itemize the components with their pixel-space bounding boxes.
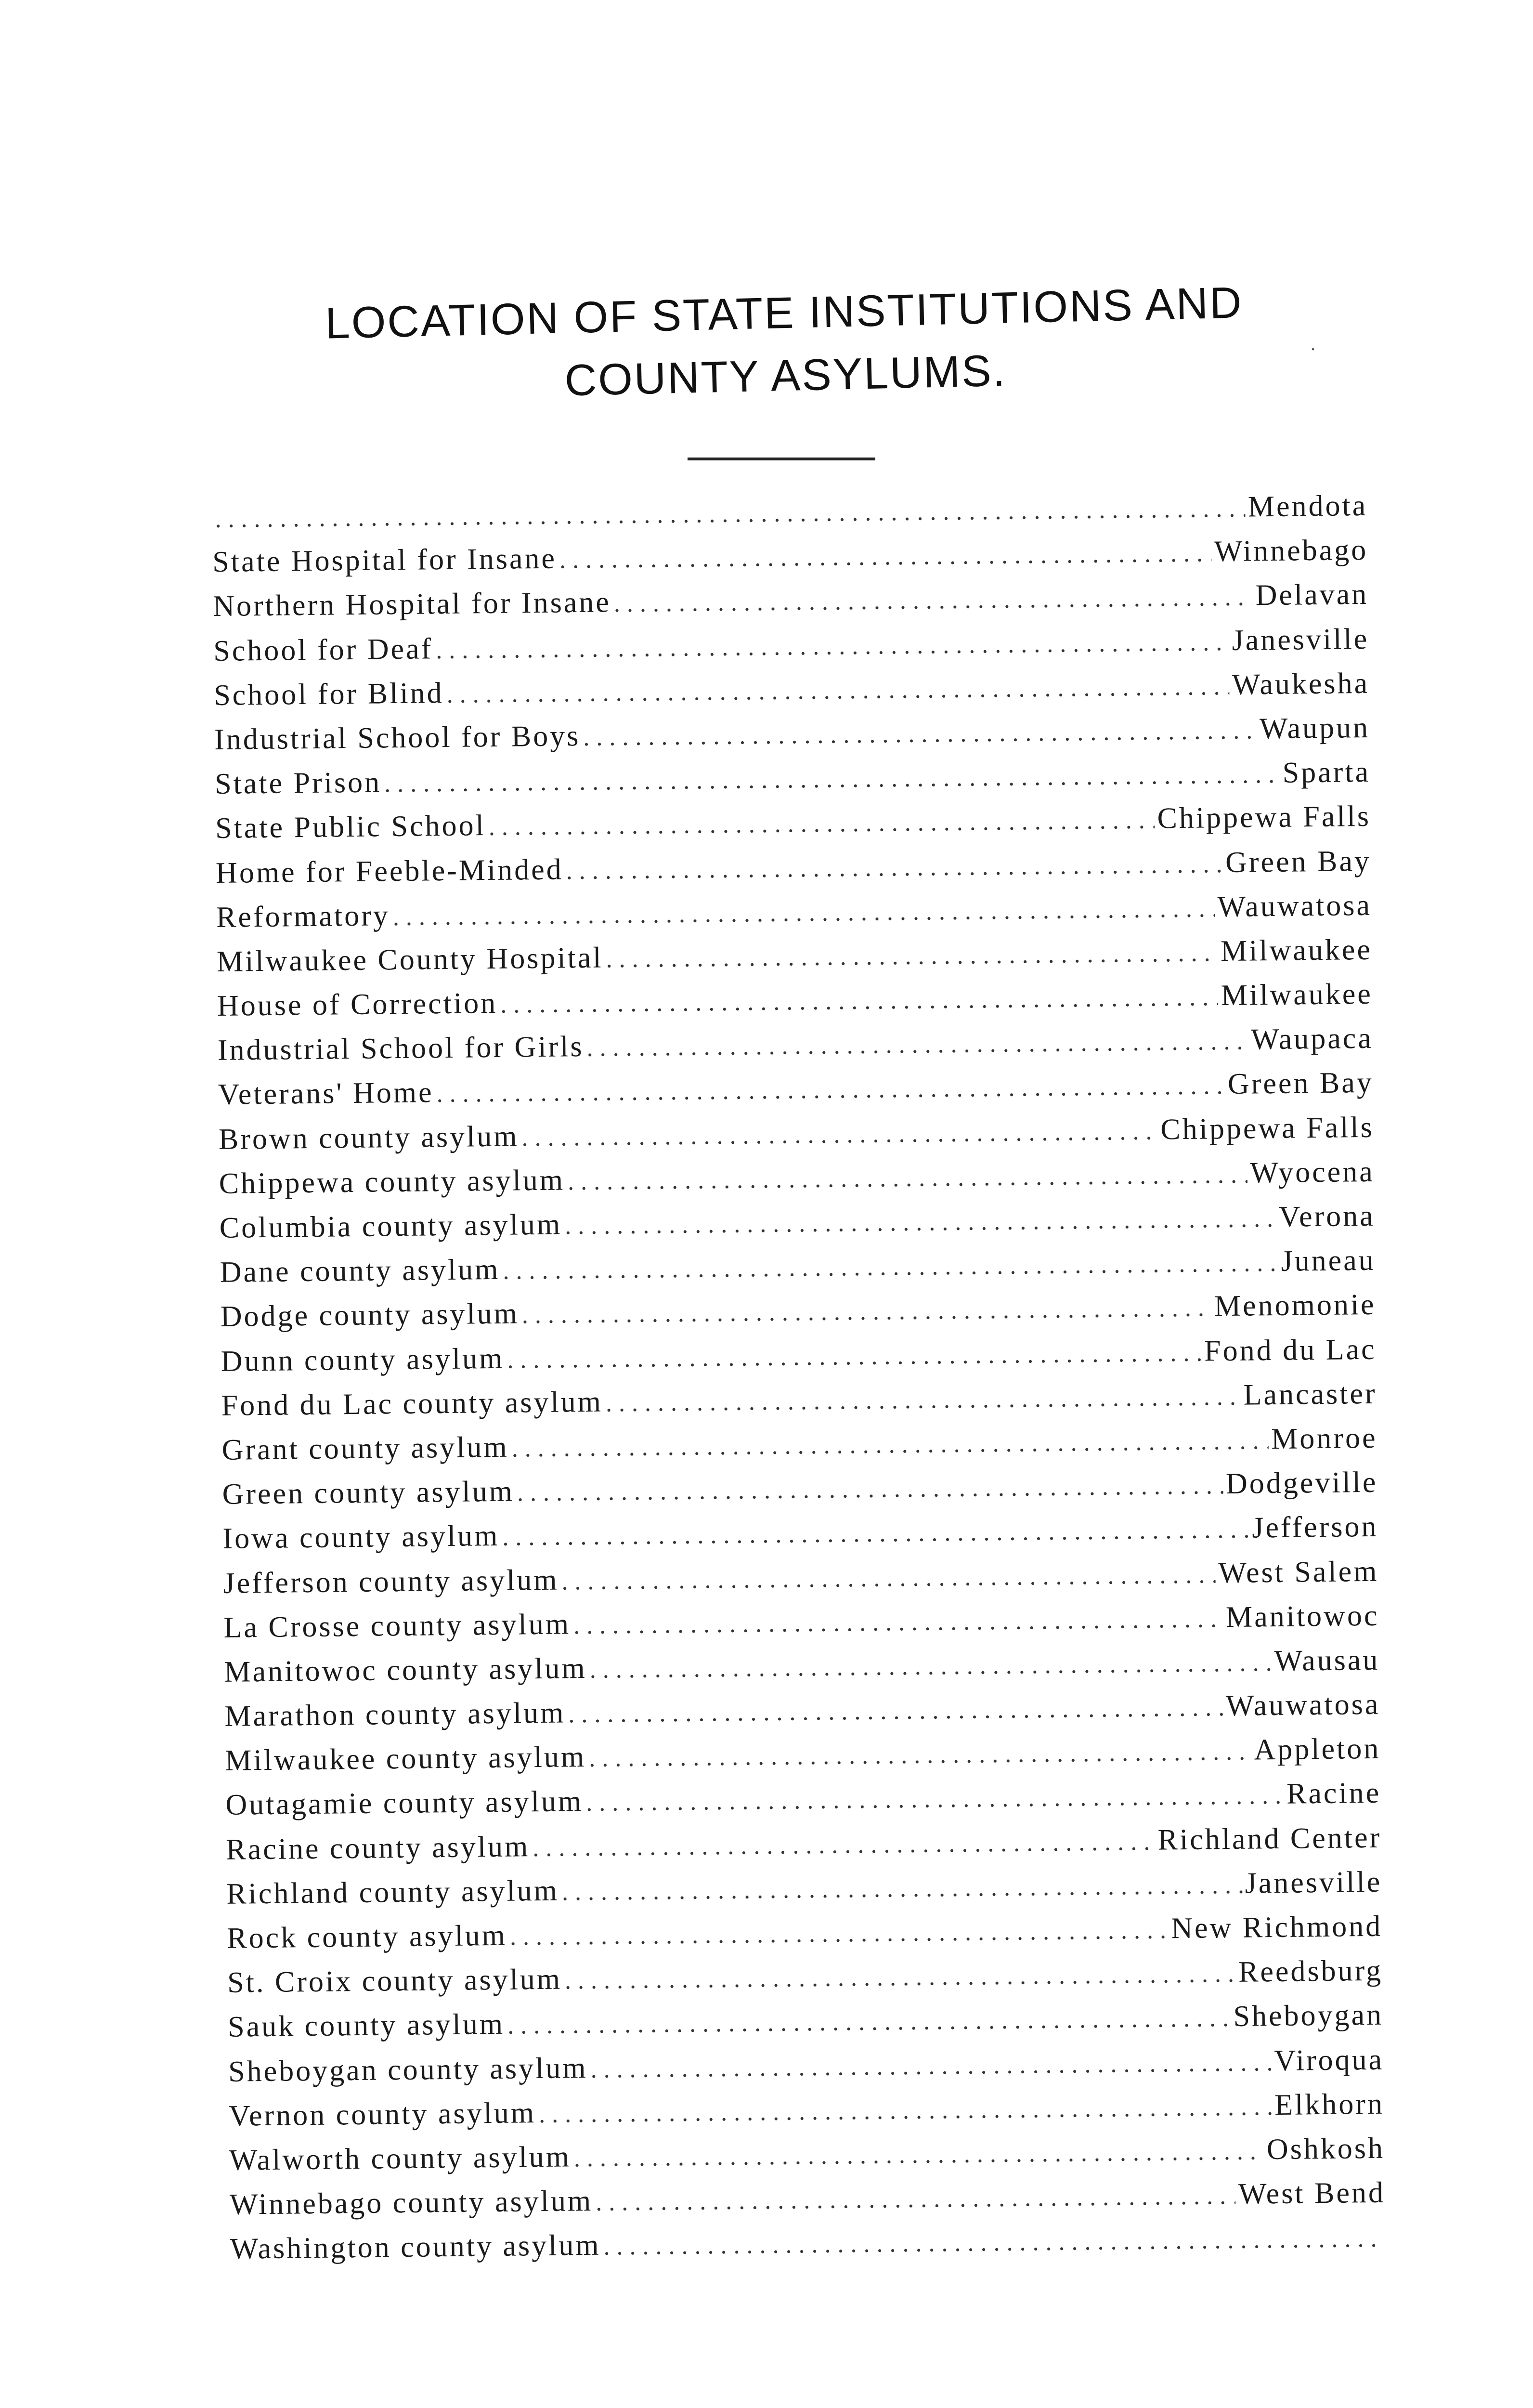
- institution-name: La Crosse county asylum: [223, 1608, 571, 1644]
- institution-name: Iowa county asylum: [222, 1519, 500, 1556]
- dot-leader: [393, 894, 1215, 931]
- dot-leader: [589, 1738, 1251, 1773]
- dot-leader: [596, 2182, 1236, 2217]
- institution-location: Dodgeville: [1225, 1466, 1378, 1501]
- dot-leader: [522, 1294, 1212, 1330]
- dot-leader: [511, 1426, 1268, 1463]
- institution-location: Green Bay: [1227, 1066, 1374, 1101]
- institution-location: Monroe: [1271, 1421, 1377, 1456]
- title-divider: [688, 458, 875, 460]
- institution-location: Manitowoc: [1225, 1599, 1379, 1634]
- institution-location: West Bend: [1238, 2176, 1386, 2211]
- dot-leader: [507, 2004, 1231, 2040]
- institution-name: Grant county asylum: [221, 1430, 509, 1466]
- dot-leader: [488, 806, 1154, 841]
- dot-leader: [507, 1338, 1202, 1374]
- dot-leader: [561, 1560, 1216, 1596]
- institution-name: Fond du Lac county asylum: [221, 1385, 603, 1422]
- institution-location: Appleton: [1254, 1732, 1381, 1767]
- dot-leader: [510, 1916, 1169, 1951]
- dot-leader: [436, 628, 1229, 664]
- institution-name: Chippewa county asylum: [219, 1164, 565, 1200]
- institution-name: State Public School: [215, 809, 486, 845]
- institution-location: Elkhorn: [1274, 2087, 1385, 2121]
- institution-name: Milwaukee County Hospital: [216, 941, 603, 978]
- institution-name: Reformatory: [216, 899, 390, 934]
- institution-name: Veterans' Home: [218, 1076, 434, 1112]
- institution-location: Waupun: [1259, 711, 1370, 746]
- institution-name: Northern Hospital for Insane: [212, 586, 611, 623]
- dot-leader: [606, 939, 1218, 973]
- institution-location: Wyocena: [1250, 1155, 1375, 1190]
- institution-location: Richland Center: [1157, 1821, 1382, 1857]
- dot-leader: [586, 1027, 1248, 1062]
- institution-name: Racine county asylum: [225, 1830, 530, 1866]
- institution-list: [212, 489, 1386, 2277]
- institution-name: School for Deaf: [213, 632, 433, 667]
- institution-name: Sauk county asylum: [227, 2008, 505, 2044]
- institution-name: Marathon county asylum: [224, 1696, 566, 1733]
- dot-leader: [565, 1960, 1236, 1995]
- institution-location: Jefferson: [1251, 1510, 1378, 1544]
- institution-name: Home for Feeble-Minded: [215, 852, 563, 890]
- institution-name: Vernon county asylum: [228, 2096, 536, 2133]
- page-title: [249, 270, 1320, 419]
- institution-location: Green Bay: [1225, 844, 1372, 879]
- dot-leader: [436, 1072, 1225, 1108]
- dot-leader: [446, 672, 1229, 709]
- dot-leader: [586, 1781, 1284, 1817]
- dot-leader: [613, 583, 1252, 618]
- dot-leader: [566, 850, 1222, 885]
- institution-location: Mendota: [1247, 489, 1368, 523]
- institution-name: House of Correction: [217, 986, 498, 1023]
- dot-leader: [562, 1871, 1242, 1907]
- institution-name: Rock county asylum: [226, 1919, 507, 1955]
- dot-leader: [215, 495, 1245, 534]
- institution-name: State Hospital for Insane: [212, 542, 557, 579]
- dot-leader: [574, 2137, 1264, 2172]
- institution-name: Jefferson county asylum: [223, 1563, 559, 1600]
- institution-location: Janesville: [1232, 622, 1369, 657]
- dot-leader: [568, 1160, 1247, 1196]
- institution-name: Richland county asylum: [226, 1874, 559, 1911]
- institution-location: Delavan: [1255, 578, 1369, 612]
- dot-leader: [502, 1516, 1249, 1552]
- institution-location: Oshkosh: [1266, 2132, 1385, 2166]
- institution-name: Winnebago county asylum: [229, 2185, 593, 2221]
- institution-location: Milwaukee: [1220, 933, 1373, 968]
- institution-location: Waupaca: [1250, 1022, 1374, 1056]
- institution-location: Wausau: [1274, 1643, 1380, 1677]
- dot-leader: [559, 539, 1212, 574]
- institution-location: Chippewa Falls: [1160, 1111, 1375, 1146]
- institution-location: Waukesha: [1232, 667, 1370, 701]
- institution-location: Janesville: [1245, 1865, 1382, 1900]
- institution-location: Lancaster: [1243, 1377, 1377, 1412]
- institution-location: Wauwatosa: [1217, 889, 1372, 923]
- institution-location: Juneau: [1281, 1243, 1376, 1278]
- dot-leader: [573, 1605, 1223, 1640]
- dot-leader: [568, 1693, 1223, 1728]
- institution-name: Outagamie county asylum: [225, 1785, 584, 1822]
- institution-location: Chippewa Falls: [1157, 800, 1371, 835]
- dot-leader: [521, 1117, 1157, 1152]
- institution-location: New Richmond: [1170, 1910, 1383, 1945]
- institution-location: Wauwatosa: [1225, 1688, 1380, 1723]
- institution-name: Washington county asylum: [230, 2229, 601, 2266]
- institution-location: Viroqua: [1274, 2043, 1384, 2077]
- institution-name: Milwaukee county asylum: [225, 1741, 586, 1778]
- institution-name: Industrial School for Boys: [214, 719, 581, 756]
- dot-leader: [590, 2048, 1272, 2084]
- institution-location: Sparta: [1282, 755, 1371, 789]
- institution-name: Walworth county asylum: [229, 2140, 572, 2177]
- dot-leader: [384, 760, 1280, 798]
- institution-location: Fond du Lac: [1204, 1333, 1377, 1368]
- institution-location: West Salem: [1218, 1555, 1379, 1589]
- institution-name: State Prison: [214, 766, 382, 801]
- institution-name: St. Croix county asylum: [227, 1963, 562, 2000]
- institution-name: Dodge county asylum: [220, 1297, 520, 1334]
- institution-location: Winnebago: [1214, 534, 1368, 568]
- title-line-1: LOCATION OF STATE INSTITUTIONS AND: [325, 278, 1244, 348]
- institution-name: Dunn county asylum: [221, 1342, 505, 1378]
- institution-location: Milwaukee: [1221, 977, 1373, 1012]
- stray-mark: .: [1311, 333, 1315, 354]
- institution-location: Sheboygan: [1233, 1999, 1384, 2033]
- institution-name: Manitowoc county asylum: [224, 1651, 587, 1688]
- dot-leader: [503, 1249, 1278, 1285]
- institution-location: Verona: [1278, 1199, 1376, 1233]
- institution-name: Industrial School for Girls: [217, 1030, 584, 1067]
- dot-leader: [517, 1471, 1223, 1507]
- title-line-2: COUNTY ASYLUMS.: [564, 346, 1007, 406]
- dot-leader: [583, 716, 1257, 752]
- dot-leader: [603, 2225, 1383, 2261]
- institution-name: Brown county asylum: [218, 1120, 519, 1156]
- dot-leader: [565, 1204, 1276, 1240]
- institution-name: Dane county asylum: [220, 1253, 500, 1289]
- dot-leader: [533, 1827, 1155, 1862]
- institution-location: Reedsburg: [1238, 1954, 1383, 1989]
- dot-leader: [539, 2093, 1272, 2129]
- institution-location: Menomonie: [1214, 1288, 1376, 1323]
- dot-leader: [606, 1382, 1241, 1417]
- institution-name: Sheboygan county asylum: [228, 2051, 588, 2088]
- dot-leader: [589, 1649, 1272, 1684]
- institution-name: Green county asylum: [222, 1475, 515, 1511]
- institution-location: Racine: [1286, 1777, 1381, 1811]
- institution-name: School for Blind: [213, 676, 444, 712]
- dot-leader: [500, 983, 1218, 1019]
- institution-name: Columbia county asylum: [219, 1208, 562, 1244]
